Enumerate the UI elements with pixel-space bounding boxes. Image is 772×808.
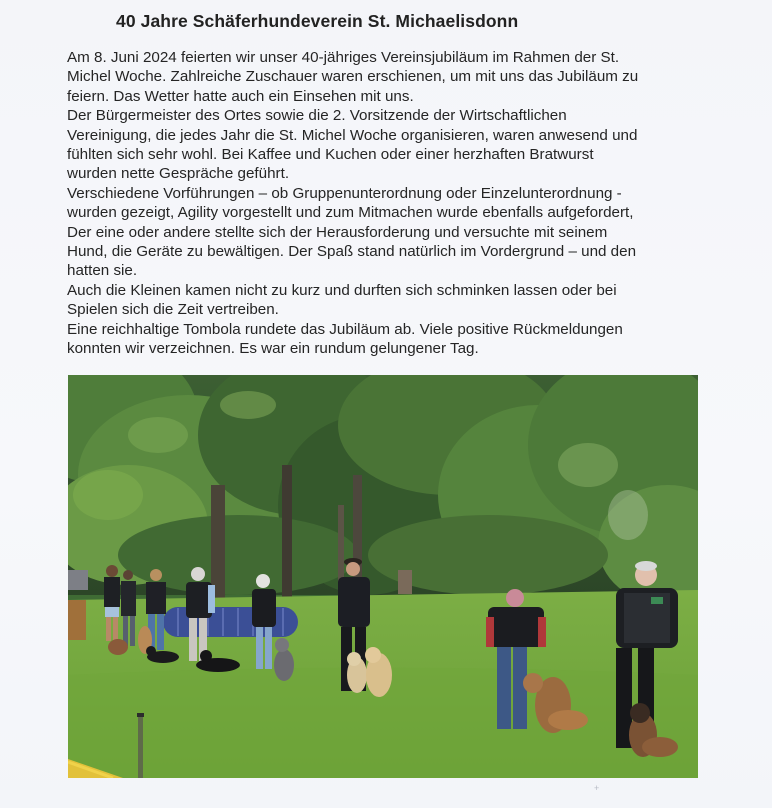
body-line: konnten wir verzeichnen. Es war ein rundum gelungener Tag. [67, 340, 479, 358]
body-line: Auch die Kleinen kamen nicht zu kurz und durften sich schminken lassen oder bei [67, 281, 617, 299]
trees-background [68, 375, 698, 605]
article-title: 40 Jahre Schäferhundeverein St. Michaelisdonn [116, 11, 519, 31]
body-line: Verschiedene Vorführungen – ob Gruppenunterordnung oder Einzelunterordnung - [67, 184, 622, 202]
body-line: Spielen sich die Zeit vertreiben. [67, 301, 279, 319]
body-line: hatten sie. [67, 262, 138, 280]
body-line: Eine reichhaltige Tombola rundete das Jubiläum ab. Viele positive Rückmeldungen [67, 320, 623, 338]
article-body [67, 48, 727, 359]
body-line: feiern. Das Wetter hatte auch ein Einsehen mit uns. [67, 87, 414, 105]
page-mark: + [594, 783, 600, 793]
parked-car [68, 570, 88, 590]
body-line: Michel Woche. Zahlreiche Zuschauer waren erschienen, um mit uns das Jubiläum zu [67, 68, 639, 86]
body-line: Vereinigung, die jedes Jahr die St. Michel Woche organisieren, waren anwesend und [67, 126, 638, 144]
agility-tunnel [163, 607, 298, 637]
body-line: Der eine oder andere stellte sich der Herausforderung und versuchte mit seinem [67, 223, 608, 241]
event-photo [68, 375, 698, 778]
body-line: Hund, die Geräte zu bewältigen. Der Spaß stand natürlich im Vordergrund – und den [67, 243, 637, 261]
body-line: fühlten sich sehr wohl. Bei Kaffee und Kuchen oder einer herzhaften Bratwurst [67, 146, 594, 164]
body-line: Der Bürgermeister des Ortes sowie die 2. Vorsitzende der Wirtschaftlichen [67, 107, 567, 125]
body-line: wurden nette Gespräche geführt. [67, 165, 290, 183]
body-line: wurden gezeigt, Agility vorgestellt und zum Mitmachen wurde ebenfalls aufgefordert, [67, 204, 634, 222]
body-line: Am 8. Juni 2024 feierten wir unser 40-jähriges Vereinsjubiläum im Rahmen der St. [67, 49, 620, 66]
wooden-box [68, 600, 86, 640]
